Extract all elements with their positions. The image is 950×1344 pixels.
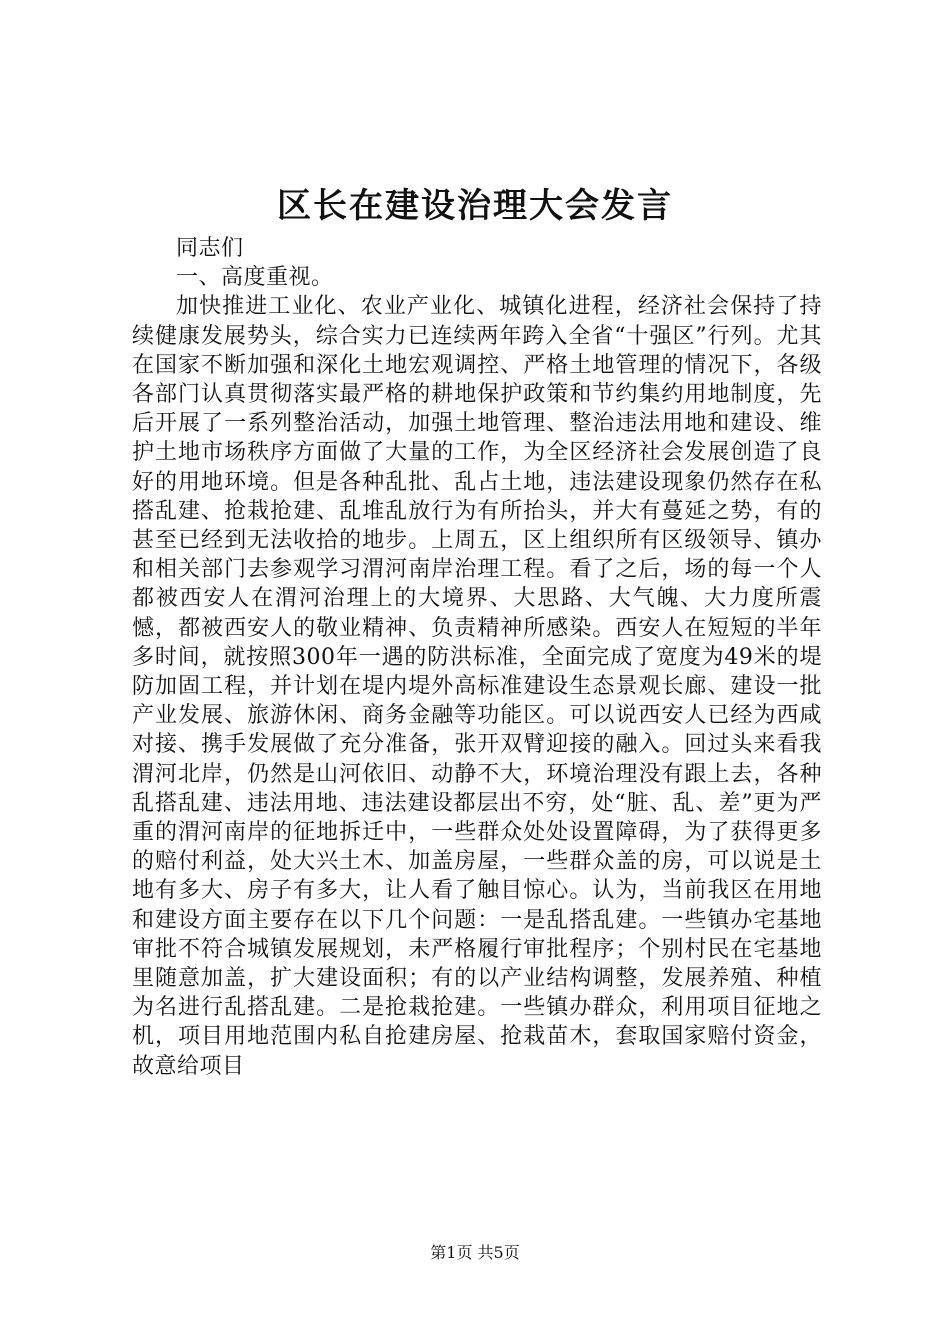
section-heading: 一、高度重视。 — [176, 265, 334, 291]
page-footer: 第1页 共5页 — [430, 1243, 520, 1262]
document-body — [132, 234, 822, 1081]
greeting-line: 同志们 — [176, 236, 244, 261]
body-paragraph: 加快推进工业化、农业产业化、城镇化进程，经济社会保持了持续健康发展势头，综合实力已连续两年跨入全省“十强区”行列。尤其在国家不断加强和深化土地宏观调控、严格土地管理的情况下，各级各部门认真贯彻落实最严格的耕地保护政策和节约集约用地制度，先后开展了一系列整治活动，加强土地管理、整治违法用地和建设、维护土地市场秩序方面做了大量的工作，为全区经济社会发展创造了良好的用地环境。但是各种乱批、乱占土地，违法建设现象仍然存在私搭乱建、抢栽抢建、乱堆乱放行为有所抬头，并大有蔓延之势，有的甚至已经到无法收拾的地步。上周五，区上组织所有区级领导、镇办和相关部门去参观学习渭河南岸治理工程。看了之后，场的每一个人都被西安人在渭河治理上的大境界、大思路、大气魄、大力度所震憾，都被西安人的敬业精神、负责精神所感染。西安人在短短的半年多时间，就按照300年一遇的防洪标准，全面完成了宽度为49米的堤防加固工程，并计划在堤内堤外高标准建设生态景观长廊、建设一批产业发展、旅游休闲、商务金融等功能区。可以说西安人已经为西咸对接、携手发展做了充分准备，张开双臂迎接的融入。回过头来看我渭河北岸，仍然是山河依旧、动静不大，环境治理没有跟上去，各种乱搭乱建、违法用地、违法建设都层出不穷，处“脏、乱、差”更为严重的渭河南岸的征地拆迁中，一些群众处处设置障碍，为了获得更多的赔付利益，处大兴土木、加盖房屋，一些群众盖的房，可以说是土地有多大、房子有多大，让人看了触目惊心。认为，当前我区在用地和建设方面主要存在以下几个问题：一是乱搭乱建。一些镇办宅基地审批不符合城镇发展规划，未严格履行审批程序；个别村民在宅基地里随意加盖，扩大建设面积；有的以产业结构调整，发展养殖、种植为名进行乱搭乱建。二是抢栽抢建。一些镇办群众，利用项目征地之机，项目用地范围内私自抢建房屋、抢栽苗木，套取国家赔付资金，故意给项目 — [132, 294, 822, 1079]
document-title: 区长在建设治理大会发言 — [277, 186, 673, 226]
